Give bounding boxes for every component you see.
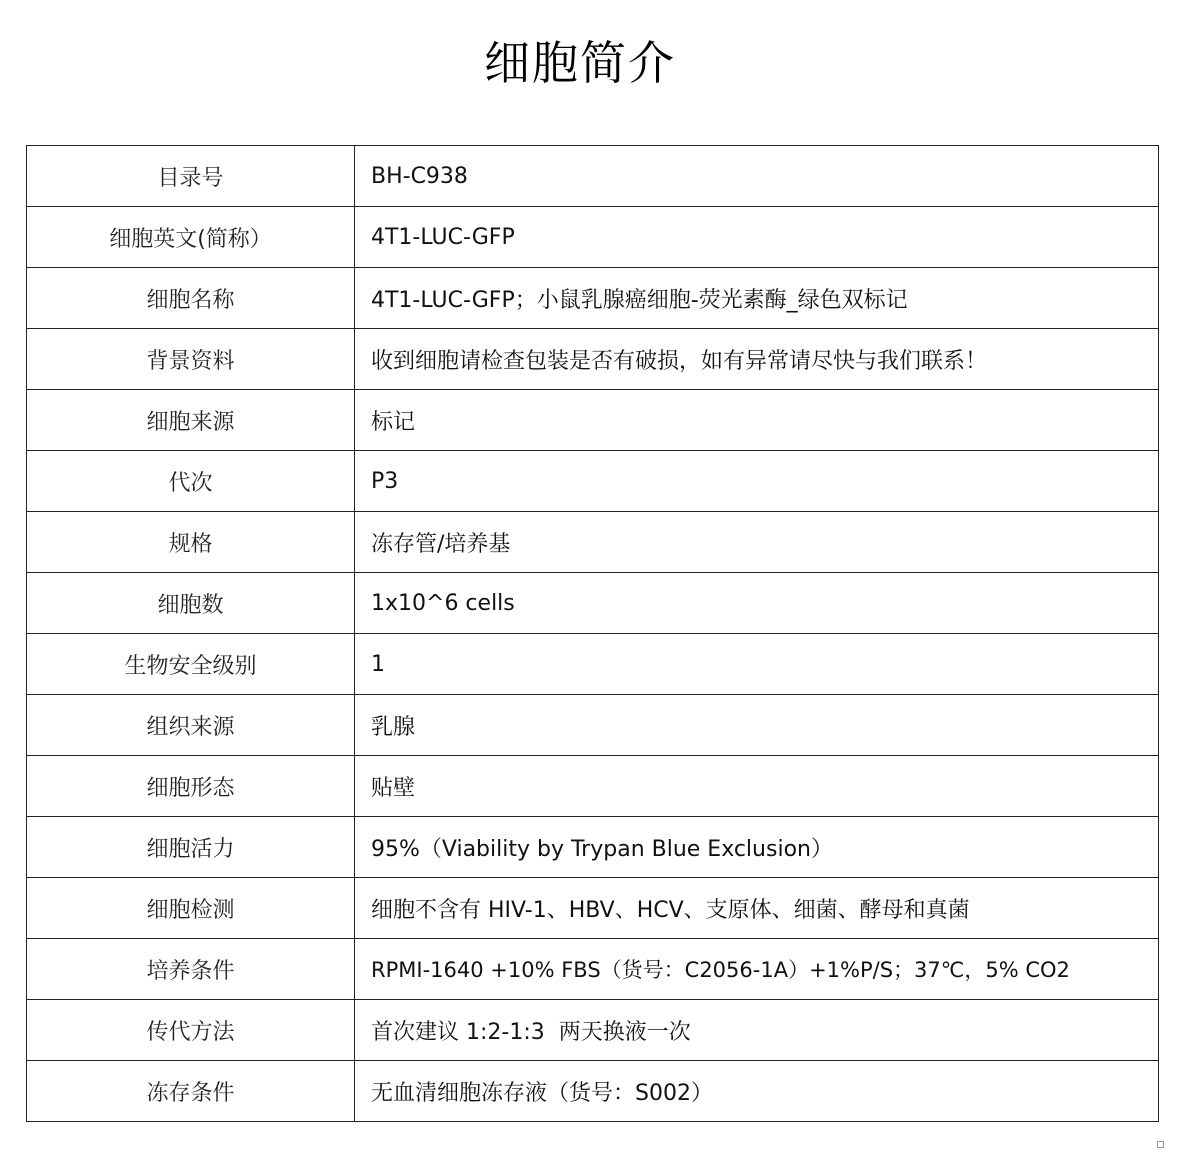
row-value: 贴壁 (355, 756, 1159, 817)
row-label: 细胞名称 (27, 268, 355, 329)
row-value: 细胞不含有 HIV-1、HBV、HCV、支原体、细菌、酵母和真菌 (355, 878, 1159, 939)
row-label: 细胞来源 (27, 390, 355, 451)
row-value: 首次建议 1:2-1:3 两天换液一次 (355, 1000, 1159, 1061)
row-label: 培养条件 (27, 939, 355, 1000)
cell-info-table (26, 145, 1159, 1122)
row-value: 收到细胞请检查包装是否有破损，如有异常请尽快与我们联系！ (355, 329, 1159, 390)
row-label: 细胞数 (27, 573, 355, 634)
table-resize-handle (1157, 1141, 1164, 1148)
table-row-tissue-source (27, 695, 1159, 756)
table-row-catalog-number (27, 146, 1159, 207)
row-label: 目录号 (27, 146, 355, 207)
table-row-cryopreservation (27, 1061, 1159, 1122)
table-row-viability (27, 817, 1159, 878)
table-row-specification (27, 512, 1159, 573)
row-value: 1x10^6 cells (355, 573, 1159, 634)
table-row-background (27, 329, 1159, 390)
row-label: 传代方法 (27, 1000, 355, 1061)
row-label: 背景资料 (27, 329, 355, 390)
row-value: 冻存管/培养基 (355, 512, 1159, 573)
table-row-passage-method (27, 1000, 1159, 1061)
table-row-morphology (27, 756, 1159, 817)
table-row-cell-count (27, 573, 1159, 634)
row-value: 无血清细胞冻存液（货号：S002） (355, 1061, 1159, 1122)
row-value: 1 (355, 634, 1159, 695)
row-value: 4T1-LUC-GFP；小鼠乳腺癌细胞-荧光素酶_绿色双标记 (355, 268, 1159, 329)
row-label: 细胞检测 (27, 878, 355, 939)
page-title: 细胞简介 (484, 36, 676, 90)
row-value: 乳腺 (355, 695, 1159, 756)
table-row-biosafety-level (27, 634, 1159, 695)
row-value: 4T1-LUC-GFP (355, 207, 1159, 268)
row-label: 细胞形态 (27, 756, 355, 817)
row-label: 生物安全级别 (27, 634, 355, 695)
row-value: 95%（Viability by Trypan Blue Exclusion） (355, 817, 1159, 878)
row-label: 细胞英文(简称） (27, 207, 355, 268)
table-row-cell-source (27, 390, 1159, 451)
row-label: 组织来源 (27, 695, 355, 756)
row-label: 规格 (27, 512, 355, 573)
row-value: P3 (355, 451, 1159, 512)
table-row-culture-conditions (27, 939, 1159, 1000)
table-row-passage (27, 451, 1159, 512)
table-row-cell-name (27, 268, 1159, 329)
row-value: 标记 (355, 390, 1159, 451)
row-label: 代次 (27, 451, 355, 512)
table-row-english-name (27, 207, 1159, 268)
row-value: RPMI-1640 +10% FBS（货号：C2056-1A）+1%P/S；37℃，5% CO2 (355, 939, 1159, 1000)
row-label: 冻存条件 (27, 1061, 355, 1122)
table-row-testing (27, 878, 1159, 939)
row-value: BH-C938 (355, 146, 1159, 207)
row-label: 细胞活力 (27, 817, 355, 878)
